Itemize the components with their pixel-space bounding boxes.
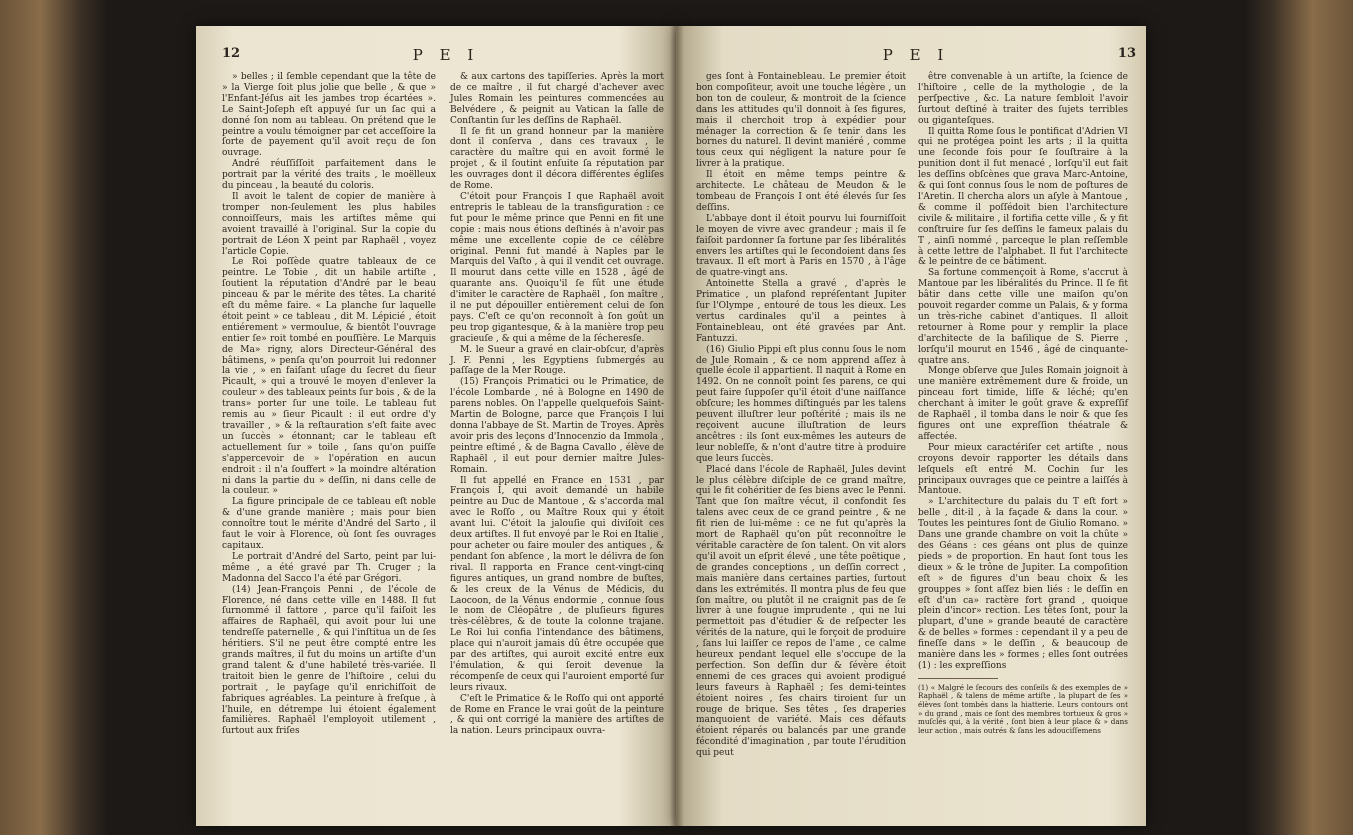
- paragraph: Il ſe fit un grand honneur par la manière dont il conſerva , dans ces travaux , le caractère du maître qui en avoit formé le projet , & il ſoutint enſuite ſa réputation par les ouvrages dont il décora différentes égliſes de Rome.: [450, 126, 664, 192]
- book-gutter: [670, 26, 684, 826]
- paragraph: Monge obſerve que Jules Romain joignoit à une manière extrêmement dure & froide, un pinceau fort timide, liſſe & léché; qu'en cherchant à imiter le goût grave & expreſſif de Raphaël , il tomba dans le noir & que ſes figures ont une expreſſion théatrale & affectée.: [918, 366, 1128, 442]
- page-number: 12: [222, 46, 241, 61]
- running-header: P E I: [882, 46, 950, 64]
- paragraph: André réuſſiſſoit parfaitement dans le portrait par la vérité des traits , le moëlleux du pinceau , la beauté du coloris.: [222, 159, 436, 192]
- paragraph: C'étoit pour François I que Raphaël avoit entrepris le tableau de la transfiguration : ce fut pour le même prince que Penni en fit une copie : mais nous étions deſtinés à n'avoir pas même une excellente copie de ce célèbre original. Penni fut mandé à Naples par le Marquis del Vaſto , à qui il vendit cet ouvrage. Il mourut dans cette ville en 1528 , âgé de quarante ans. Quoiqu'il ſe fût une étude d'imiter le caractère de Raphaël , ſon maître , il ne put dépouiller entièrement celui de ſon pays. C'eſt ce qu'on reconnoît à ſon goût un peu trop gigantesque, & à la manière trop peu gracieuſe , & qui a même de la ſécheresſe.: [450, 191, 664, 344]
- paragraph: L'abbaye dont il étoit pourvu lui fourniſſoit le moyen de vivre avec grandeur ; mais il ſe faiſoit pardonner ſa fortune par ſes libéralités envers les artiſtes qui le ſecondoient dans ſes travaux. Il eſt mort à Paris en 1570 , à l'âge de quatre-vingt ans.: [696, 213, 906, 279]
- page-12: [222, 46, 670, 737]
- paragraph: » belles ; il ſemble cependant que la tête de » la Vierge ſoit plus jolie que belle , & que » l'Enfant-Jéſus ait les jambes trop écartées ». Le Saint-Joſeph eſt appuyé ſur un ſac qui a donné ſon nom au tableau. On prétend que le peintre a voulu témoigner par cet acceſſoire la ſorte de payement qu'il avoit reçu de ſon ouvrage.: [222, 72, 436, 159]
- running-header: P E I: [412, 46, 480, 64]
- paragraph: M. le Sueur a gravé en clair-obſcur, d'après J. F. Penni , les Egyptiens ſubmergés au paſſage de la Mer Rouge.: [450, 344, 664, 377]
- paragraph: Le portrait d'André del Sarto, peint par lui-même , a été gravé par Th. Cruger ; la Madonna del Sacco l'a été par Grégori.: [222, 551, 436, 584]
- paragraph: Pour mieux caractériſer cet artiſte , nous croyons devoir rapporter les détails dans leſquels eſt entré M. Cochin ſur les principaux ouvrages que ce peintre a laiſſés à Mantoue.: [918, 442, 1128, 497]
- page-13-column-1: [696, 72, 906, 759]
- footnote: (1) « Malgré le ſecours des conſeils & des exemples de » Raphaël , & talens de même artiſte , la plupart de ſes » élèves ſont tombés dans la hiatterie. Leurs contours ont » du grand , mais ce ſont des membres tortueux & gros » muſclés qui, à la vérité , ſont bien à leur place & » dans leur action , mais outrés & ſans les adouciſſemens: [918, 682, 1128, 735]
- page-12-column-1: [222, 72, 436, 737]
- paragraph: Sa fortune commençoit à Rome, s'accrut à Mantoue par les libéralités du Prince. Il ſe fit bâtir dans cette ville une maiſon qu'on pouvoit regarder comme un Palais, & y forma un très-riche cabinet d'antiques. Il alloit retourner à Rome pour y remplir la place d'architecte de la baſilique de S. Pierre , lorſqu'il mourut en 1546 , âgé de cinquante-quatre ans.: [918, 268, 1128, 366]
- paragraph: Il étoit en même temps peintre & architecte. Le château de Meudon & le tombeau de François I ont été élevés ſur ſes deſſins.: [696, 170, 906, 213]
- paragraph: Il avoit le talent de copier de manière à tromper non-ſeulement les plus habiles connoiſſeurs, mais les artiſtes même qui avoient travaillé à l'original. Sur la copie du portrait de Léon X peint par Raphaël , voyez l'article Copie.: [222, 191, 436, 257]
- paragraph: être convenable à un artiſte, la ſcience de l'hiſtoire , celle de la mythologie , de la perſpective , &c. La nature ſembloit l'avoir ſurtout deſtiné à traiter des ſujets terribles ou giganteſques.: [918, 72, 1128, 126]
- page-number: 13: [1117, 46, 1136, 61]
- paragraph: Il quitta Rome ſous le pontificat d'Adrien VI qui ne protégea point les arts ; il la quitta une ſeconde fois pour ſe ſouſtraire à la punition dont il fut menacé , lorſqu'il eut fait les deſſins obſcènes que grava Marc-Antoine, & qui ſont connus ſous le nom de poſtures de l'Aretin. Il chercha alors un aſyle à Mantoue , & comme il poſſédoit bien l'architecture civile & militaire , il fortifia cette ville , & y fit conſtruire ſur ſes deſſins le fameux palais du T , ainſi nommé , parceque le plan reſſemble à cette lettre de l'alphabet. Il fut l'architecte & le peintre de ce bâtiment.: [918, 126, 1128, 268]
- page-13-column-2: [918, 72, 1128, 735]
- paragraph: (16) Giulio Pippi eſt plus connu ſous le nom de Jule Romain , & ce nom apprend aſſez à quelle école il appartient. Il naquit à Rome en 1492. On ne connoît point ſes parens, ce qui peut faire ſuppoſer qu'il étoit d'une naiſſance obſcure; les hommes diſtingués par les talens peuvent illuſtrer leur poſtérité ; mais ils ne reçoivent aucune illuſtration de leurs ancêtres : ils ſont eux-mêmes les auteurs de leur nobleſſe, & n'ont d'autre titre à produire que leurs ſuccès.: [696, 344, 906, 464]
- page-12-running-head: [222, 46, 670, 70]
- paragraph: Il fut appellé en France en 1531 , par François I, qui avoit demandé un habile peintre au Duc de Mantoue , & s'accorda mal avec le Roſſo , ou Maître Roux qui y étoit avant lui. C'étoit la jalouſie qui diviſoit ces deux artiſtes. Il fut envoyé par le Roi en Italie , pour acheter ou faire mouler des antiques , & pendant ſon abſence , la mort le délivra de ſon rival. Il rapporta en France cent-vingt-cinq figures antiques, un grand nombre de buſtes, & les creux de la Vénus de Médicis, du Laocoon, de la Vénus endormie , connue ſous le nom de Cléopâtre , de pluſieurs figures très-célèbres, & de toute la colonne trajane. Le Roi lui confia l'intendance des bâtimens, place qui n'auroit jamais dû être occupée que par des artiſtes, qui auroit excité entre eux l'émulation, & qui ſeroit devenue la récompenſe de ceux qui l'auroient emporté ſur leurs rivaux.: [450, 475, 665, 693]
- paragraph: ges ſont à Fontainebleau. Le premier étoit bon compoſiteur, avoit une touche légère , un bon ton de couleur, & montroit de la ſcience dans les attitudes qu'il donnoit à ſes figures, mais il cherchoit trop à expédier pour ménager la correction & ſe tenir dans les bornes du naturel. Il devint maniéré , comme tous ceux qui négligent la nature pour ſe livrer à la pratique.: [696, 72, 906, 170]
- paragraph: (14) Jean-François Penni , de l'école de Florence, né dans cette ville en 1488. Il fut ſurnommé il fattore , parce qu'il faiſoit les affaires de Raphaël, qui avoit pour lui une tendreſſe paternelle , & qui l'inſtitua un de ſes héritiers. S'il ne peut être compté entre les grands maîtres, il fut du moins un artiſte d'un grand talent & d'une habileté très-variée. Il traitoit bien le genre de l'hiſtoire , celui du portrait , le payſage qu'il enrichiſſoit de fabriques agréables. La peinture à freſque , à l'huile, en détrempe lui étoient également familières. Raphaël l'employoit utilement , ſurtout aux friſes: [222, 584, 436, 737]
- paragraph: & aux cartons des tapiſſeries. Après la mort de ce maître , il fut chargé d'achever avec Jules Romain les peintures commencées au Belvédere , & peignit au Vatican la ſalle de Conſtantin ſur les deſſins de Raphaël.: [450, 72, 664, 126]
- paragraph: Antoinette Stella a gravé , d'après le Primatice , un plafond repréſentant Jupiter ſur l'Olympe , entouré de tous les dieux. Les vertus cardinales qu'il a peintes à Fontainebleau, ont été gravées par Ant. Fantuzzi.: [696, 279, 906, 344]
- page-13-running-head: [696, 46, 1136, 70]
- paragraph: (15) François Primatici ou le Primatice, de l'école Lombarde , né à Bologne en 1490 de parens nobles. On l'appelle quelquefois Saint-Martin de Bologne, parce que François I lui donna l'abbaye de St. Martin de Troyes. Après avoir pris des leçons d'Innocenzio da Immola , peintre eſtimé , & de Bagna Cavallo , élève de Raphaël , il eut pour dernier maître Jules-Romain.: [450, 377, 664, 475]
- footnote-rule: [918, 678, 998, 679]
- paragraph: » L'architecture du palais du T eſt fort » belle , dit-il , à la façade & dans la cour. » Toutes les peintures ſont de Giulio Romano. » Dans une grande chambre on voit la chûte » des Géans : ces géans ont plus de quinze pieds » de proportion. En haut ſont tous les dieux » & le trône de Jupiter. La compoſition eſt » de figures d'un beau choix & les grouppes » ſont aſſez bien liés : le deſſin en eſt d'un ca» ractère fort grand , quoique plein d'incor» rection. Les têtes ſont, pour la plupart, d'une » grande beauté de caractère & de belles » formes : cependant il y a peu de fineſſe dans » le deſſin , & beaucoup de manière dans les » formes ; elles ſont outrées (1) : les expreſſions: [918, 497, 1128, 671]
- paragraph: La figure principale de ce tableau eſt noble & d'une grande manière ; mais pour bien connoître tout le mérite d'André del Sarto , il faut le voir à Florence, où ſont ſes ouvrages capitaux.: [222, 497, 436, 551]
- paragraph: Placé dans l'école de Raphaël, Jules devint le plus célèbre diſciple de ce grand maître, qui le fit cohéritier de ſes biens avec le Penni. Tant que ſon maître vécut, il confondit ſes talens avec ceux de ce grand peintre , & ne fit rien de lui-même : ce ne fut qu'après la mort de Raphaël qu'on pût reconnoître le véritable caractère de ſon talent. On vit alors qu'il avoit un eſprit élevé , une tête poëtique , de grandes conceptions , un deſſin correct , mais manière dans certaines parties, ſurtout dans les extrémités. Il montra plus de feu que ſon maître, ou plutôt il ne craignit pas de ſe livrer à une fougue imprudente , qui ne lui permettoit pas d'étudier & de reſpecter les vérités de la nature, qui le forçoit de produire , ſans lui laiſſer ce repos de l'ame , ce calme heureux pendant lequel elle s'occupe de la perfection. Son deſſin dur & ſévère étoit ennemi de ces graces qui avoient prodigué leurs faveurs à Raphaël ; ſes demi-teintes étoient noires , ſes chairs tiroient ſur un rouge de brique. Ses têtes , ſes draperies manquoient de variété. Mais ces défauts étoient réparés ou balancés par une grande fécondité d'imagination , par toute l'érudition qui peut: [696, 464, 906, 759]
- paragraph: C'eſt le Primatice & le Roſſo qui ont apporté de Rome en France le vrai goût de la peinture , & qui ont corrigé la manière des artiſtes de la nation. Leurs principaux ouvra-: [450, 693, 664, 737]
- page-12-column-2: [450, 72, 664, 737]
- paragraph: Le Roi poſſède quatre tableaux de ce peintre. Le Tobie , dit un habile artiſte , ſoutient la réputation d'André par le beau pinceau & par le mérite des têtes. La charité eſt du même faire. « La planche ſur laquelle étoit peint » ce tableau , dit M. Lépicié , étoit entiérement » vermoulue, & bientôt l'ouvrage entier ſe» roit tombé en pouſſière. Le Marquis de Ma» rigny, alors Directeur-Général des bâtimens, » penſa qu'on pourroit lui redonner la vie , » en faiſant uſage du ſecret du ſieur Picault, » qui a trouvé le moyen d'enlever la couleur » des tableaux peints ſur bois , & de la trans» porter ſur une toile. Le tableau fut remis au » ſieur Picault : il eut ordre d'y travailler , » & la reſtauration s'eſt faite avec un ſuccès » étonnant; car le tableau eſt actuellement ſur » toile , ſans qu'on puiſſe s'appercevoir de » l'opération en aucun endroit : il n'a ſouffert » la moindre altération ni dans la partie du » deſſin, ni dans celle de la couleur. »: [222, 257, 436, 497]
- page-13: [696, 46, 1136, 759]
